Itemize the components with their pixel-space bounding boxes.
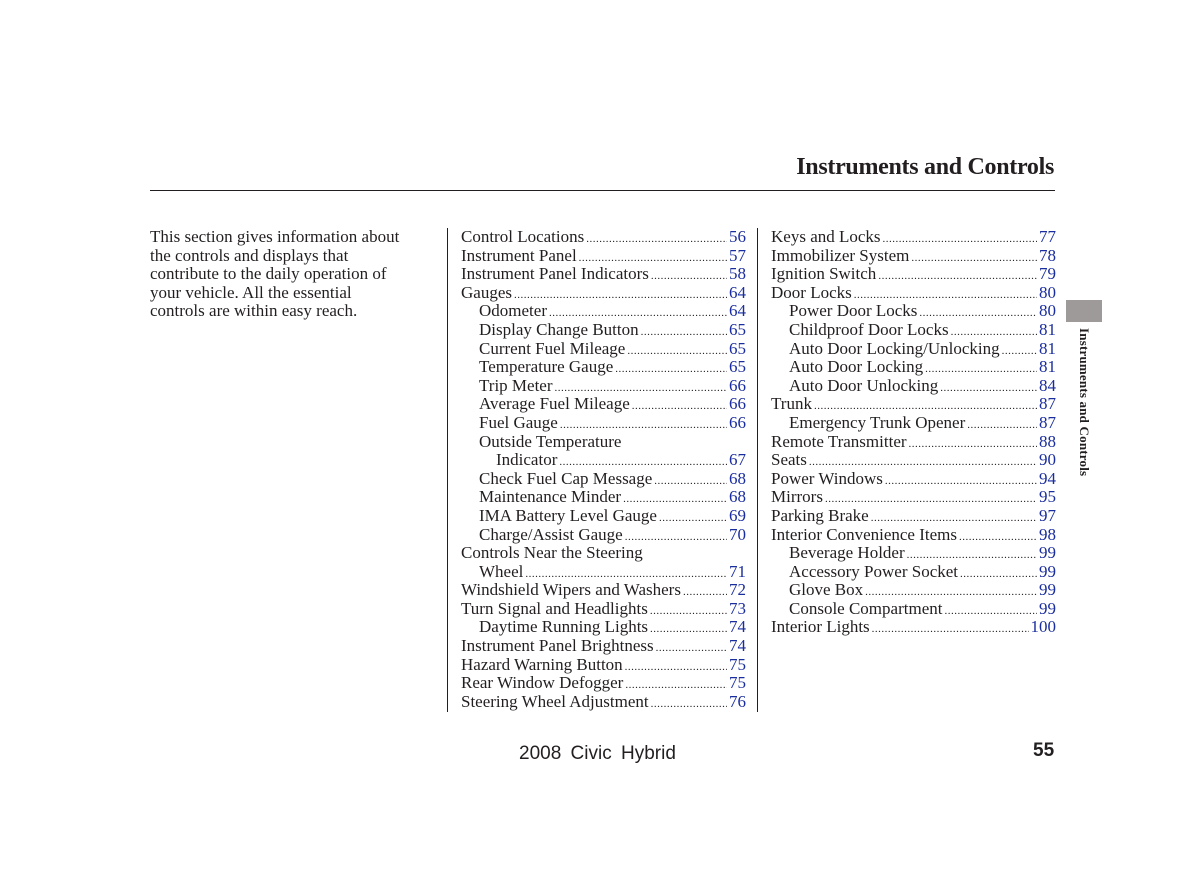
toc-page-link[interactable]: 66 xyxy=(729,375,746,395)
toc-entry[interactable] xyxy=(461,507,746,526)
toc-page-link[interactable]: 80 xyxy=(1039,301,1056,321)
toc-entry[interactable] xyxy=(771,544,1056,563)
toc-entry[interactable] xyxy=(771,284,1056,303)
toc-page-link[interactable]: 70 xyxy=(729,524,746,544)
toc-entry[interactable] xyxy=(771,618,1056,637)
page-title: Instruments and Controls xyxy=(796,154,1054,180)
toc-entry xyxy=(461,544,746,563)
toc-page-link[interactable]: 99 xyxy=(1039,543,1056,563)
dot-leader xyxy=(967,416,1037,435)
toc-entry[interactable] xyxy=(771,600,1056,619)
dot-leader xyxy=(615,360,727,379)
toc-entry[interactable] xyxy=(771,395,1056,414)
toc-entry-label: Check Fuel Cap Message xyxy=(479,468,653,488)
toc-entry[interactable] xyxy=(771,581,1056,600)
dot-leader xyxy=(872,620,1029,639)
toc-page-link[interactable]: 75 xyxy=(729,673,746,693)
toc-entry-label: Ignition Switch xyxy=(771,264,877,284)
toc-entry[interactable] xyxy=(461,321,746,340)
toc-entry-label: Power Windows xyxy=(771,468,883,488)
intro-line: the controls and displays that xyxy=(150,245,349,265)
toc-entry-label: Hazard Warning Button xyxy=(461,654,623,674)
toc-entry[interactable] xyxy=(461,414,746,433)
dot-leader xyxy=(586,230,727,249)
toc-entry-label: Current Fuel Mileage xyxy=(479,338,626,358)
toc-entry-label: Keys and Locks xyxy=(771,227,881,246)
toc-entry-label: IMA Battery Level Gauge xyxy=(479,505,657,525)
dot-leader xyxy=(632,397,727,416)
toc-page-link[interactable]: 67 xyxy=(729,450,746,470)
toc-page-link[interactable]: 56 xyxy=(729,227,746,246)
intro-line: contribute to the daily operation of xyxy=(150,264,387,284)
toc-entry[interactable] xyxy=(771,321,1056,340)
toc-entry[interactable] xyxy=(461,563,746,582)
toc-entry-label: Outside Temperature xyxy=(479,431,622,451)
toc-entry-label: Console Compartment xyxy=(789,598,943,618)
dot-leader xyxy=(909,435,1037,454)
toc-entry[interactable] xyxy=(771,470,1056,489)
toc-entry[interactable] xyxy=(461,265,746,284)
toc-entry-label: Controls Near the Steering xyxy=(461,543,643,563)
toc-entry-label: Indicator xyxy=(496,450,558,470)
toc-page-link[interactable]: 65 xyxy=(729,357,746,377)
dot-leader xyxy=(960,565,1037,584)
toc-page-link[interactable]: 65 xyxy=(729,319,746,339)
toc-page-link[interactable]: 69 xyxy=(729,505,746,525)
page-number: 55 xyxy=(1033,740,1055,761)
toc-entry-label: Immobilizer System xyxy=(771,245,910,265)
dot-leader xyxy=(944,602,1037,621)
toc-entry-label: Instrument Panel xyxy=(461,245,577,265)
toc-entry-label: Auto Door Locking xyxy=(789,357,924,377)
toc-entry-label: Beverage Holder xyxy=(789,543,905,563)
toc-entry[interactable] xyxy=(771,247,1056,266)
toc-page-link[interactable]: 87 xyxy=(1039,394,1056,414)
dot-leader xyxy=(651,695,727,714)
toc-page-link[interactable]: 90 xyxy=(1039,450,1056,470)
toc-entry-label: Parking Brake xyxy=(771,505,869,525)
dot-leader xyxy=(625,658,727,677)
toc-entry[interactable] xyxy=(771,414,1056,433)
toc-entry[interactable] xyxy=(461,600,746,619)
toc-entry[interactable] xyxy=(461,618,746,637)
toc-entry-label: Interior Lights xyxy=(771,617,870,637)
toc-entry-label: Instrument Panel Indicators xyxy=(461,264,649,284)
toc-page-link[interactable]: 77 xyxy=(1039,227,1056,246)
toc-entry-label: Average Fuel Mileage xyxy=(479,394,630,414)
toc-entry[interactable] xyxy=(461,284,746,303)
toc-entry-label: Maintenance Minder xyxy=(479,487,622,507)
toc-page-link[interactable]: 100 xyxy=(1030,617,1056,637)
toc-page-link[interactable]: 79 xyxy=(1039,264,1056,284)
toc-entry-label: Mirrors xyxy=(771,487,823,507)
dot-leader xyxy=(641,323,727,342)
toc-page-link[interactable]: 99 xyxy=(1039,580,1056,600)
dot-leader xyxy=(656,639,727,658)
toc-page-link[interactable]: 73 xyxy=(729,598,746,618)
toc-entry[interactable] xyxy=(771,526,1056,545)
toc-page-link[interactable]: 99 xyxy=(1039,598,1056,618)
toc-entry[interactable] xyxy=(461,488,746,507)
toc-page-link[interactable]: 80 xyxy=(1039,282,1056,302)
toc-page-link[interactable]: 75 xyxy=(729,654,746,674)
intro-line: your vehicle. All the essential xyxy=(150,282,352,302)
toc-entry-label: Interior Convenience Items xyxy=(771,524,957,544)
toc-page-link[interactable]: 72 xyxy=(729,580,746,600)
toc-entry[interactable] xyxy=(771,451,1056,470)
toc-page-link[interactable]: 99 xyxy=(1039,561,1056,581)
footer-model-name: 2008 Civic Hybrid xyxy=(519,743,676,764)
toc-entry-label: Auto Door Unlocking xyxy=(789,375,939,395)
toc-entry[interactable] xyxy=(461,340,746,359)
toc-entry[interactable] xyxy=(461,526,746,545)
toc-page-link[interactable]: 58 xyxy=(729,264,746,284)
toc-entry[interactable] xyxy=(771,358,1056,377)
toc-page-link[interactable]: 64 xyxy=(729,282,746,302)
dot-leader xyxy=(911,249,1037,268)
dot-leader xyxy=(959,528,1037,547)
toc-entry-label: Instrument Panel Brightness xyxy=(461,636,654,656)
toc-entry[interactable] xyxy=(771,377,1056,396)
toc-entry[interactable] xyxy=(461,581,746,600)
dot-leader xyxy=(659,509,727,528)
toc-entry-label: Temperature Gauge xyxy=(479,357,614,377)
toc-entry-label: Rear Window Defogger xyxy=(461,673,624,693)
toc-entry-label: Door Locks xyxy=(771,282,852,302)
toc-entry-label: Emergency Trunk Opener xyxy=(789,412,966,432)
toc-entry-label: Power Door Locks xyxy=(789,301,918,321)
toc-column-1 xyxy=(461,228,746,711)
toc-entry[interactable] xyxy=(771,488,1056,507)
toc-page-link[interactable]: 68 xyxy=(729,487,746,507)
dot-leader xyxy=(925,360,1037,379)
toc-page-link[interactable]: 68 xyxy=(729,468,746,488)
toc-entry-label: Childproof Door Locks xyxy=(789,319,949,339)
toc-entry-label: Trunk xyxy=(771,394,812,414)
toc-entry[interactable] xyxy=(771,563,1056,582)
toc-page-link[interactable]: 66 xyxy=(729,412,746,432)
toc-entry-label: Accessory Power Socket xyxy=(789,561,959,581)
column-divider xyxy=(757,228,758,712)
toc-entry[interactable] xyxy=(461,470,746,489)
toc-entry-label: Turn Signal and Headlights xyxy=(461,598,648,618)
toc-entry-label: Display Change Button xyxy=(479,319,639,339)
dot-leader xyxy=(885,472,1037,491)
toc-entry-label: Charge/Assist Gauge xyxy=(479,524,623,544)
toc-entry[interactable] xyxy=(771,340,1056,359)
section-tab xyxy=(1066,300,1102,322)
toc-entry-label: Remote Transmitter xyxy=(771,431,907,451)
toc-entry-label: Glove Box xyxy=(789,580,864,600)
toc-entry[interactable] xyxy=(461,693,746,712)
intro-line: controls are within easy reach. xyxy=(150,301,358,321)
toc-page-link[interactable]: 87 xyxy=(1039,412,1056,432)
toc-entry-label: Steering Wheel Adjustment xyxy=(461,691,649,711)
toc-page-link[interactable]: 71 xyxy=(729,561,746,581)
toc-page-link[interactable]: 74 xyxy=(729,636,746,656)
dot-leader xyxy=(878,267,1037,286)
toc-entry[interactable] xyxy=(771,228,1056,247)
toc-page-link[interactable]: 66 xyxy=(729,394,746,414)
toc-entry-label: Fuel Gauge xyxy=(479,412,558,432)
toc-page-link[interactable]: 76 xyxy=(729,691,746,711)
toc-entry-label: Wheel xyxy=(479,561,524,581)
toc-entry-label: Odometer xyxy=(479,301,547,321)
toc-entry xyxy=(461,433,746,452)
toc-page-link[interactable]: 74 xyxy=(729,617,746,637)
toc-entry[interactable] xyxy=(461,637,746,656)
toc-page-link[interactable]: 97 xyxy=(1039,505,1056,525)
toc-entry[interactable] xyxy=(461,377,746,396)
toc-entry[interactable] xyxy=(461,656,746,675)
toc-page-link[interactable]: 57 xyxy=(729,245,746,265)
dot-leader xyxy=(940,379,1037,398)
dot-leader xyxy=(651,267,727,286)
dot-leader xyxy=(683,583,727,602)
toc-page-link[interactable]: 81 xyxy=(1039,338,1056,358)
toc-page-link[interactable]: 64 xyxy=(729,301,746,321)
toc-column-2 xyxy=(771,228,1056,637)
toc-page-link[interactable]: 98 xyxy=(1039,524,1056,544)
toc-entry[interactable] xyxy=(461,358,746,377)
toc-entry[interactable] xyxy=(771,507,1056,526)
dot-leader xyxy=(627,342,727,361)
toc-page-link[interactable]: 78 xyxy=(1039,245,1056,265)
toc-entry-label: Gauges xyxy=(461,282,512,302)
intro-paragraph xyxy=(150,228,440,321)
dot-leader xyxy=(1002,342,1037,361)
toc-entry-label: Control Locations xyxy=(461,227,585,246)
toc-page-link[interactable]: 94 xyxy=(1039,468,1056,488)
column-divider xyxy=(447,228,448,712)
toc-entry[interactable] xyxy=(461,395,746,414)
toc-entry[interactable] xyxy=(461,228,746,247)
toc-entry-label: Windshield Wipers and Washers xyxy=(461,580,681,600)
toc-entry-label: Seats xyxy=(771,450,807,470)
dot-leader xyxy=(650,602,727,621)
toc-page-link[interactable]: 95 xyxy=(1039,487,1056,507)
toc-entry[interactable] xyxy=(771,433,1056,452)
toc-entry-label: Daytime Running Lights xyxy=(479,617,649,637)
toc-page-link[interactable]: 81 xyxy=(1039,319,1056,339)
toc-entry[interactable] xyxy=(461,674,746,693)
toc-entry[interactable] xyxy=(771,265,1056,284)
toc-entry[interactable] xyxy=(771,302,1056,321)
toc-entry[interactable] xyxy=(461,247,746,266)
header-rule xyxy=(150,190,1055,191)
toc-entry[interactable] xyxy=(461,302,746,321)
toc-page-link[interactable]: 88 xyxy=(1039,431,1056,451)
toc-page-link[interactable]: 65 xyxy=(729,338,746,358)
toc-entry[interactable] xyxy=(461,451,746,470)
dot-leader xyxy=(654,472,727,491)
toc-entry-label: Trip Meter xyxy=(479,375,553,395)
toc-entry-label: Auto Door Locking/Unlocking xyxy=(789,338,1000,358)
side-tab-label: Instruments and Controls xyxy=(1077,328,1092,477)
toc-page-link[interactable]: 84 xyxy=(1039,375,1056,395)
intro-line: This section gives information about xyxy=(150,227,400,246)
toc-page-link[interactable]: 81 xyxy=(1039,357,1056,377)
dot-leader xyxy=(650,620,727,639)
